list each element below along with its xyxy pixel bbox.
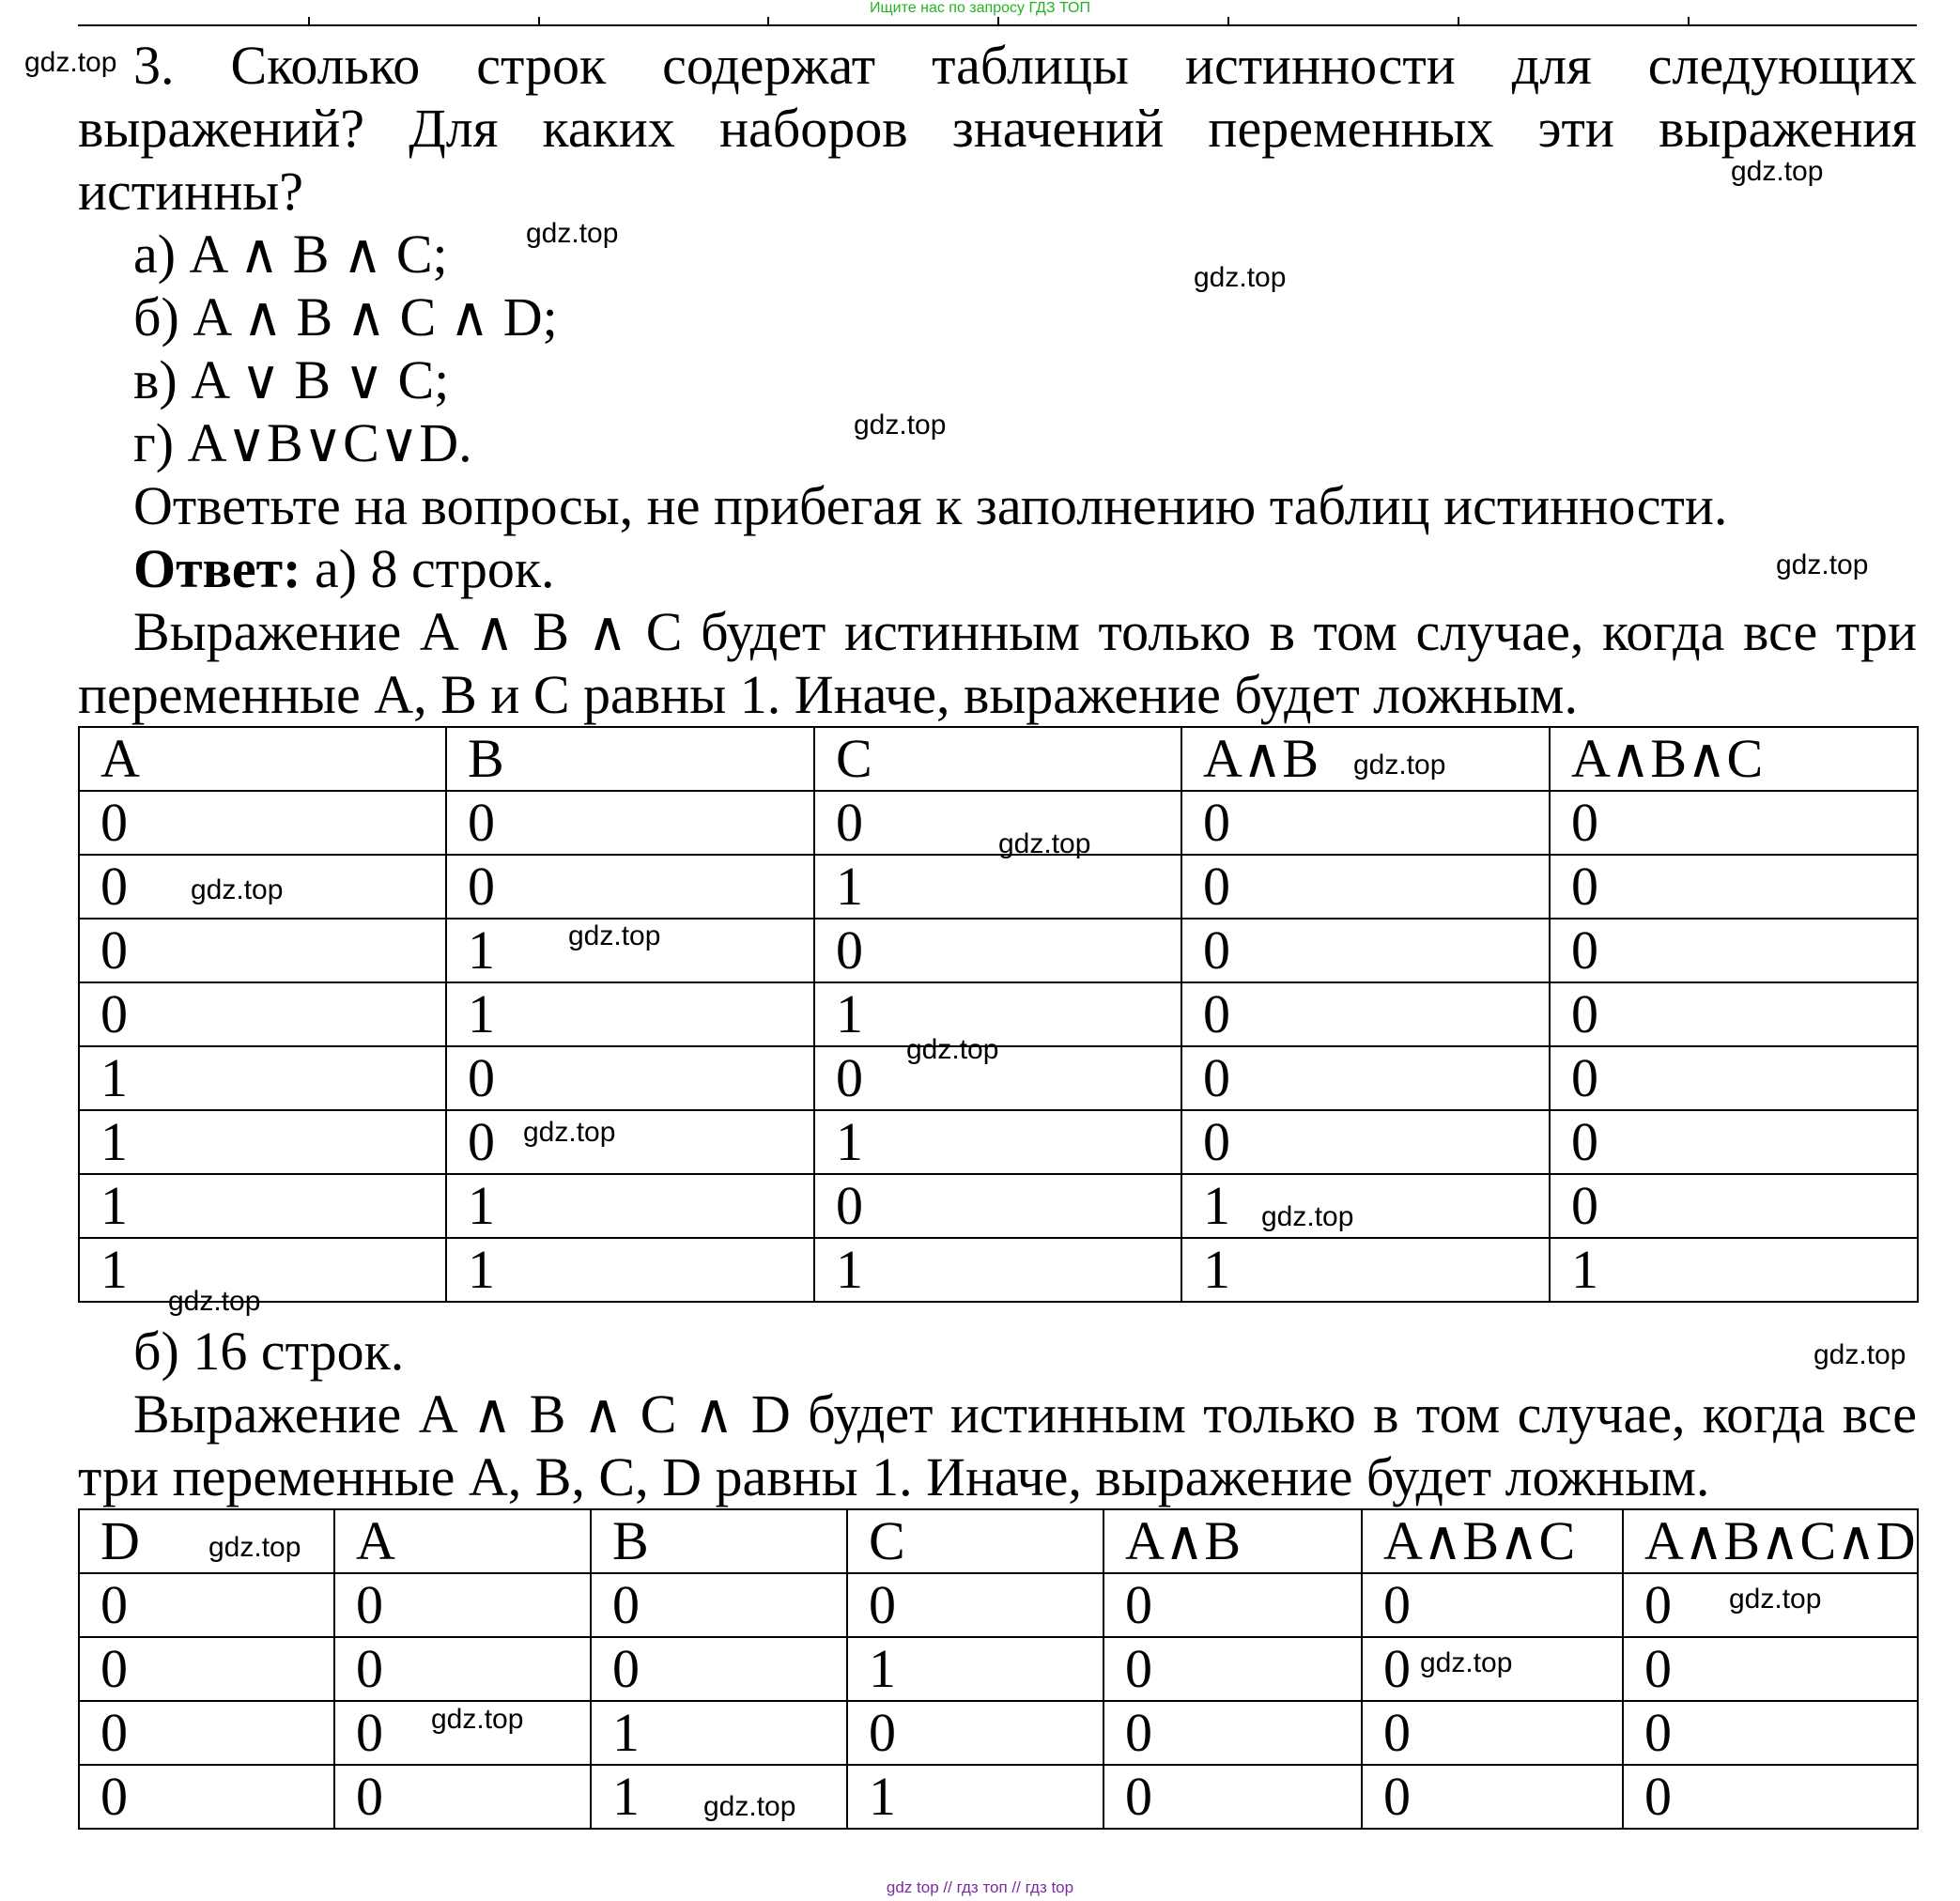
table-cell: 0 [334, 1701, 591, 1765]
table-cell: 0 [814, 1046, 1181, 1110]
table-cell: 0 [1362, 1573, 1623, 1637]
task-item-a: а) A ∧ B ∧ C; [133, 224, 448, 285]
watermark: gdz.top [906, 1034, 999, 1065]
watermark: gdz.top [1813, 1339, 1906, 1370]
table-cell: 1 [446, 919, 814, 982]
watermark: gdz.top [1420, 1647, 1513, 1678]
table-cell: 1 [79, 1174, 446, 1238]
watermark: gdz.top [24, 47, 117, 78]
answer-b-text-2: три переменные A, B, C, D равны 1. Иначе, выражение будет ложным. [78, 1446, 1710, 1507]
ruler-tick [1458, 17, 1459, 26]
ruler-tick [997, 17, 999, 26]
answer-a-text-1: Выражение A ∧ B ∧ C будет истинным только в том случае, когда все три [133, 601, 1917, 662]
table-cell: 1 [847, 1637, 1103, 1701]
table-cell: 0 [79, 1765, 334, 1829]
table-cell: 0 [334, 1765, 591, 1829]
watermark: gdz.top [191, 874, 284, 905]
table-header-cell: D [79, 1509, 334, 1573]
watermark: gdz.top [168, 1286, 261, 1317]
table-cell: 0 [334, 1573, 591, 1637]
watermark: gdz.top [1353, 750, 1446, 780]
table-header-cell: A∧B∧C∧D [1623, 1509, 1918, 1573]
table-cell: 0 [446, 1046, 814, 1110]
truth-table-abc [78, 726, 1919, 1303]
table-cell: 1 [814, 1110, 1181, 1174]
watermark: gdz.top [1729, 1584, 1822, 1615]
table-cell: 0 [79, 855, 446, 919]
answer-a-rows: а) 8 строк. [314, 538, 555, 599]
table-cell: 0 [1550, 1174, 1918, 1238]
watermark: gdz.top [854, 410, 947, 440]
table-cell: 0 [334, 1637, 591, 1701]
table-cell: 0 [1623, 1765, 1918, 1829]
top-banner: Ищите нас по запросу ГДЗ ТОП [870, 0, 1090, 16]
table-cell: 0 [1362, 1701, 1623, 1765]
table-cell: 0 [591, 1573, 847, 1637]
table-header-cell: A∧B [1103, 1509, 1362, 1573]
table-cell: 1 [1550, 1238, 1918, 1302]
table-cell: 0 [1181, 855, 1550, 919]
table-row [79, 1174, 1918, 1238]
watermark: gdz.top [998, 828, 1091, 859]
table-header-cell: A [334, 1509, 591, 1573]
table-header-cell: C [814, 727, 1181, 791]
table-row [79, 1573, 1918, 1637]
table-header-cell: B [591, 1509, 847, 1573]
table-cell: 0 [1623, 1573, 1918, 1637]
table-cell: 0 [1623, 1701, 1918, 1765]
watermark: gdz.top [1731, 156, 1824, 187]
table-cell: 1 [79, 1110, 446, 1174]
table-cell: 0 [446, 791, 814, 855]
table-header-cell: A∧B [1181, 727, 1550, 791]
table-row [79, 1238, 1918, 1302]
watermark: gdz.top [523, 1117, 616, 1148]
table-header-cell: A [79, 727, 446, 791]
table-row [79, 1765, 1918, 1829]
answer-b-rows: б) 16 строк. [133, 1321, 405, 1382]
table-cell: 0 [1362, 1765, 1623, 1829]
ruler-tick [538, 17, 540, 26]
task-line-2: выражений? Для каких наборов значений переменных эти выражения [78, 98, 1917, 159]
table-cell: 0 [79, 919, 446, 982]
table-cell: 1 [591, 1765, 847, 1829]
watermark: gdz.top [568, 920, 661, 951]
table-cell: 0 [79, 1573, 334, 1637]
watermark: gdz.top [1261, 1201, 1354, 1232]
table-cell: 0 [446, 855, 814, 919]
ruler-tick [767, 17, 769, 26]
task-instruction: Ответьте на вопросы, не прибегая к заполнению таблиц истинности. [133, 475, 1728, 536]
table-cell: 0 [1181, 919, 1550, 982]
table-header-cell: A∧B∧C [1550, 727, 1918, 791]
table-cell: 1 [79, 1238, 446, 1302]
table-cell: 0 [79, 982, 446, 1046]
table-cell: 0 [79, 1637, 334, 1701]
table-header-cell: A∧B∧C [1362, 1509, 1623, 1573]
answer-a-text-2: переменные A, B и C равны 1. Иначе, выражение будет ложным. [78, 664, 1578, 725]
watermark: gdz.top [431, 1704, 524, 1735]
ruler-tick [1688, 17, 1690, 26]
table-cell: 0 [1362, 1637, 1623, 1701]
task-line-3: истинны? [78, 161, 303, 222]
table-cell: 0 [591, 1637, 847, 1701]
table-cell: 1 [446, 982, 814, 1046]
table-cell: 1 [814, 982, 1181, 1046]
table-row [79, 1110, 1918, 1174]
watermark: gdz.top [526, 218, 619, 249]
task-item-d: г) A∨B∨C∨D. [133, 412, 472, 473]
table-cell: 0 [1181, 1110, 1550, 1174]
table-cell: 0 [1550, 855, 1918, 919]
table-cell: 0 [1103, 1637, 1362, 1701]
table-cell: 0 [1103, 1765, 1362, 1829]
table-cell: 1 [1181, 1238, 1550, 1302]
truth-table-abcd [78, 1508, 1919, 1830]
table-cell: 0 [1181, 1046, 1550, 1110]
answer-label: Ответ: [133, 538, 301, 599]
table-cell: 0 [1103, 1701, 1362, 1765]
table-cell: 0 [814, 919, 1181, 982]
task-item-c: в) A ∨ B ∨ C; [133, 349, 450, 410]
table-header-cell: C [847, 1509, 1103, 1573]
watermark: gdz.top [208, 1532, 301, 1563]
ruler-tick [308, 17, 310, 26]
watermark: gdz.top [703, 1791, 796, 1822]
table-cell: 1 [591, 1701, 847, 1765]
footer: gdz top // гдз топ // гдз top [886, 1878, 1074, 1896]
table-cell: 0 [1550, 1110, 1918, 1174]
task-item-b: б) A ∧ B ∧ C ∧ D; [133, 286, 558, 348]
watermark: gdz.top [1776, 549, 1869, 580]
table-header-cell: B [446, 727, 814, 791]
table-cell: 1 [446, 1238, 814, 1302]
watermark: gdz.top [1194, 262, 1287, 293]
task-line-1: 3. Сколько строк содержат таблицы истинности для следующих [133, 35, 1917, 96]
ruler-tick [1227, 17, 1229, 26]
table-cell: 0 [1103, 1573, 1362, 1637]
table-header-row [79, 1509, 1918, 1573]
table-cell: 0 [79, 1701, 334, 1765]
table-cell: 1 [847, 1765, 1103, 1829]
table-cell: 1 [1181, 1174, 1550, 1238]
table-header-row [79, 727, 1918, 791]
table-cell: 0 [79, 791, 446, 855]
table-cell: 1 [446, 1174, 814, 1238]
table-row [79, 1701, 1918, 1765]
table-cell: 0 [1181, 791, 1550, 855]
table-cell: 0 [1550, 919, 1918, 982]
table-cell: 0 [1550, 791, 1918, 855]
table-cell: 0 [814, 1174, 1181, 1238]
table-cell: 1 [814, 1238, 1181, 1302]
table-row [79, 1637, 1918, 1701]
table-cell: 0 [814, 791, 1181, 855]
table-cell: 0 [847, 1701, 1103, 1765]
table-cell: 0 [446, 1110, 814, 1174]
answer-a-heading [133, 537, 555, 600]
table-row [79, 855, 1918, 919]
answer-b-text-1: Выражение A ∧ B ∧ C ∧ D будет истинным только в том случае, когда все [133, 1383, 1917, 1445]
table-row [79, 919, 1918, 982]
table-cell: 1 [814, 855, 1181, 919]
table-cell: 0 [847, 1573, 1103, 1637]
table-cell: 0 [1181, 982, 1550, 1046]
table-cell: 0 [1550, 982, 1918, 1046]
table-cell: 0 [1623, 1637, 1918, 1701]
table-cell: 0 [1550, 1046, 1918, 1110]
table-cell: 1 [79, 1046, 446, 1110]
